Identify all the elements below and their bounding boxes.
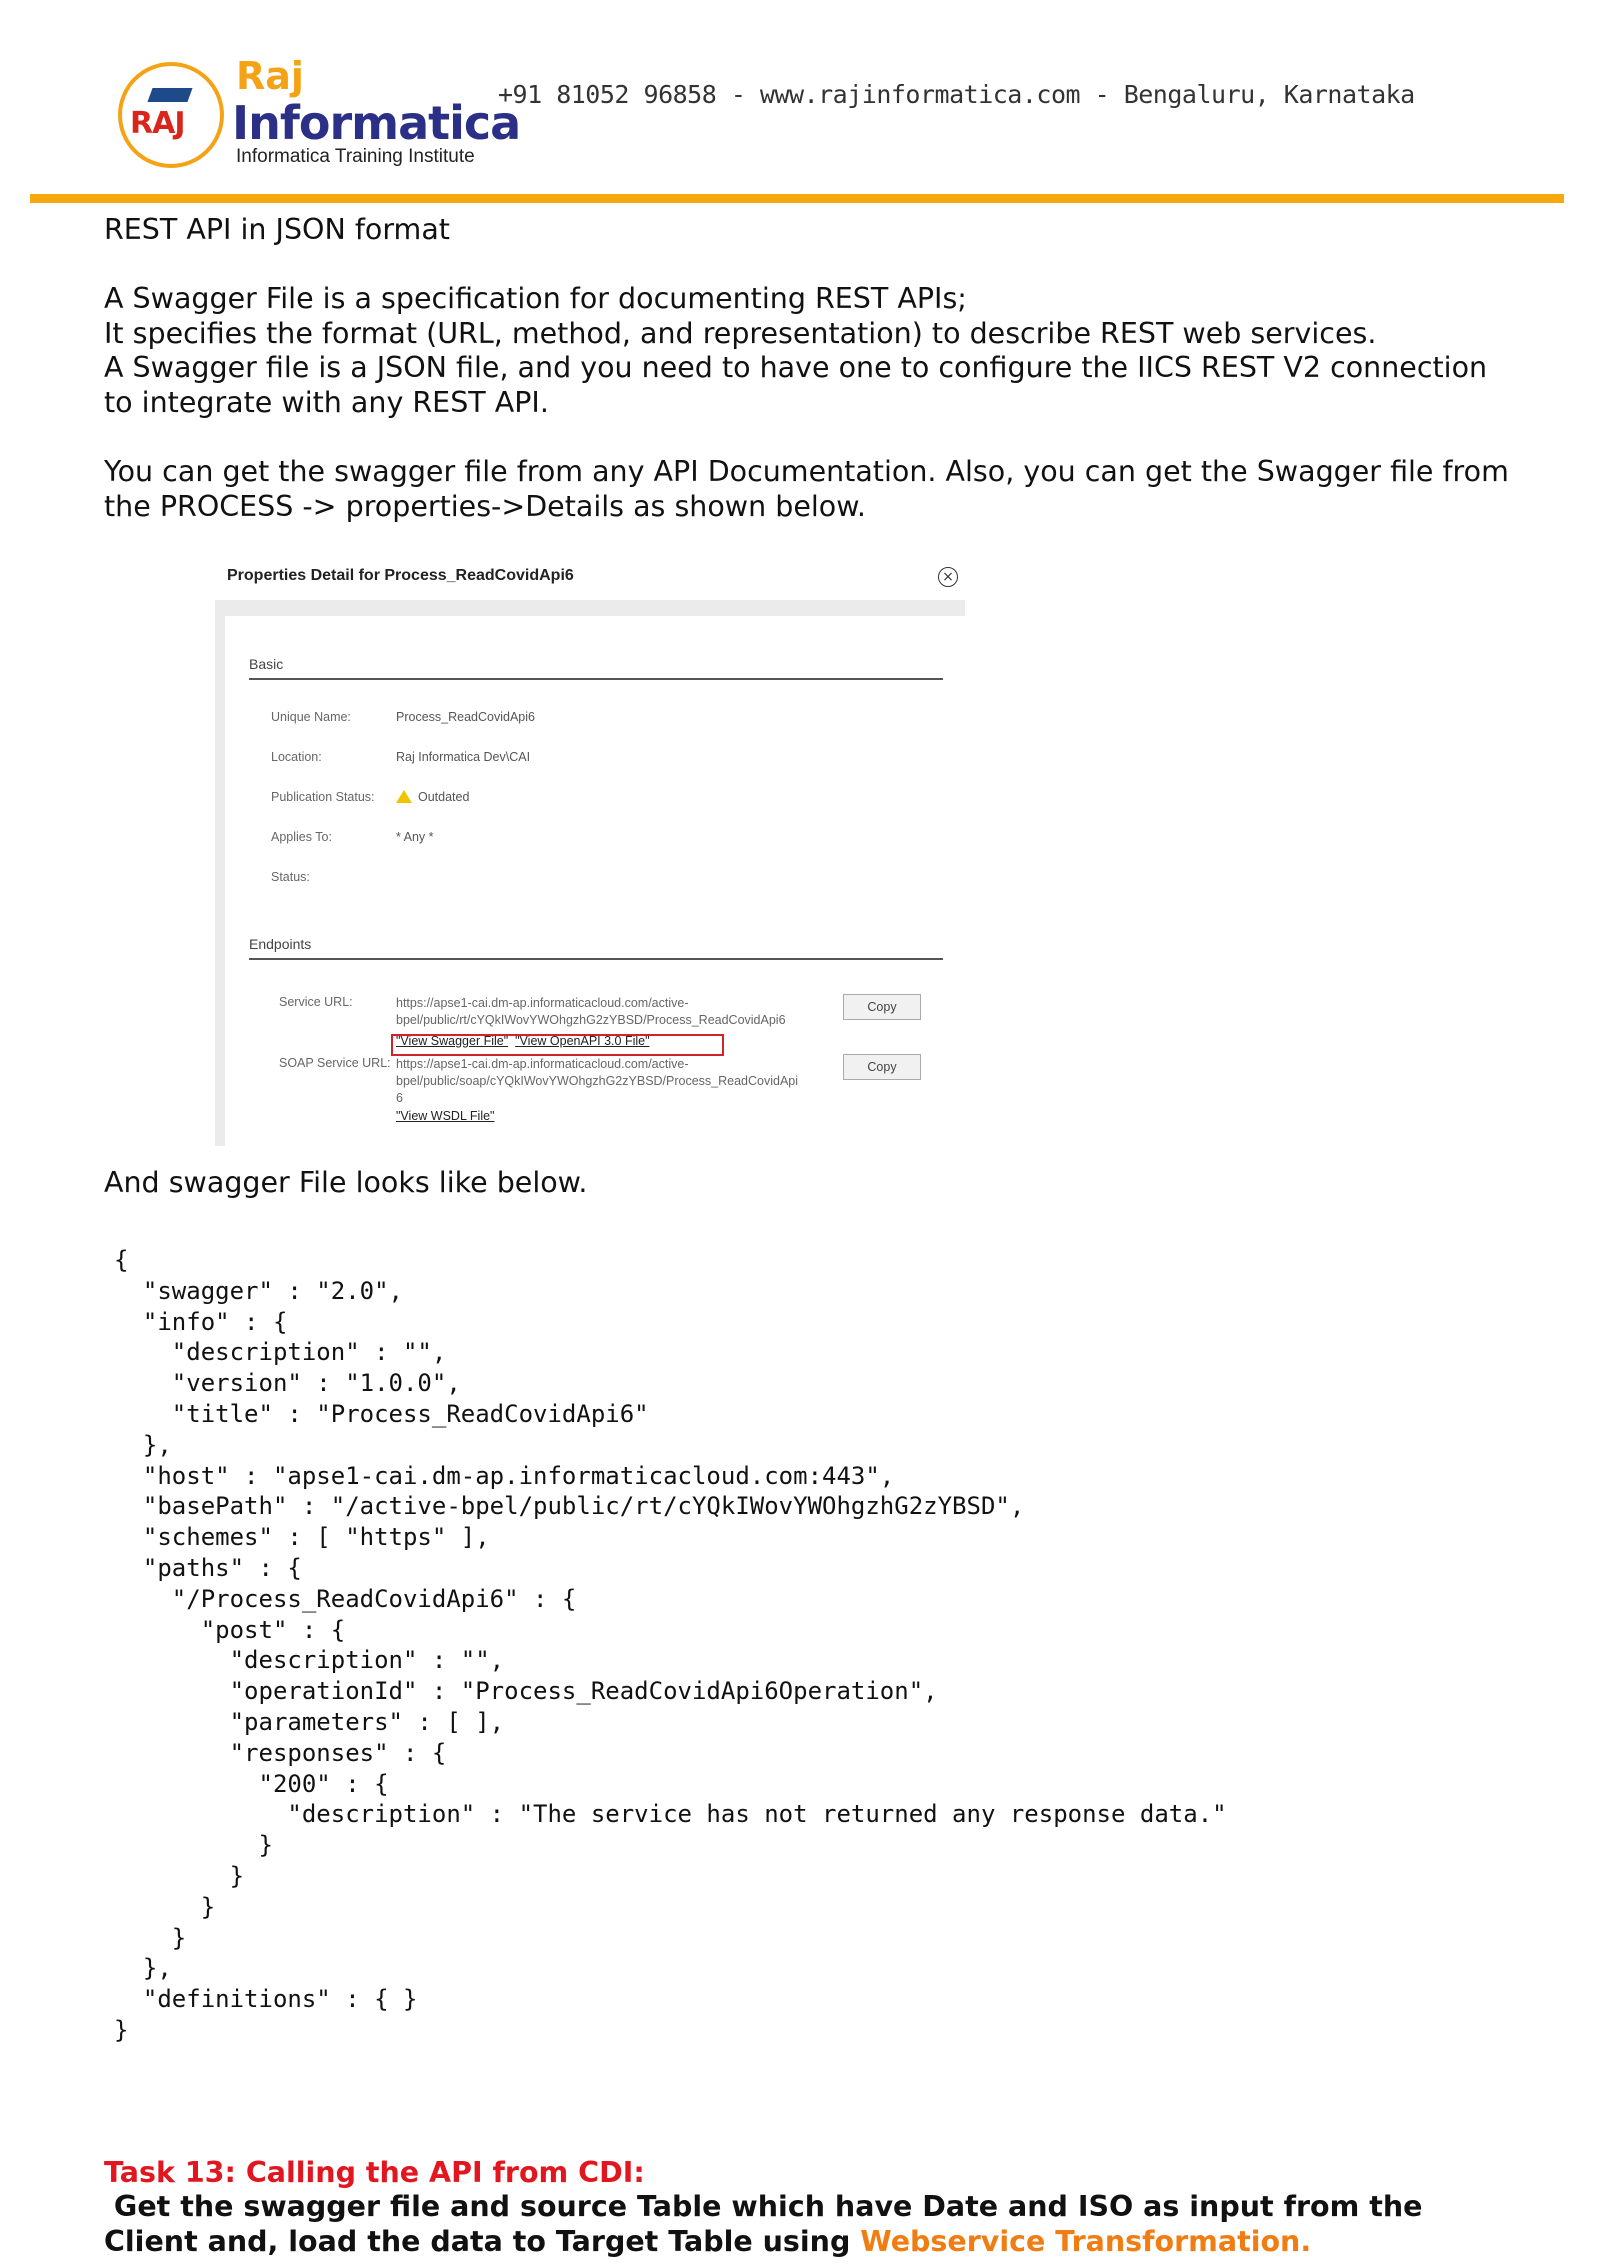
field-value-applies-to: * Any * <box>396 830 434 844</box>
task-line: Get the swagger file and source Table which have Date and ISO as input from the <box>104 2190 1423 2223</box>
logo-subtitle: Informatica Training Institute <box>236 146 475 167</box>
basic-section-heading: Basic <box>249 656 284 672</box>
highlight-box <box>391 1034 724 1056</box>
logo-name-line1: Raj <box>236 54 304 98</box>
soap-url-label: SOAP Service URL: <box>279 1056 391 1070</box>
soap-url-line: bpel/public/soap/cYQkIWovYWOhgzhG2zYBSD/Process_ReadCovidApi <box>396 1074 799 1088</box>
paragraph-line: It specifies the format (URL, method, and representation) to describe REST web services. <box>104 316 1377 350</box>
field-label-unique-name: Unique Name: <box>271 710 351 724</box>
task-line-text: Client and, load the data to Target Table using <box>104 2224 861 2258</box>
header-divider <box>30 194 1564 203</box>
paragraph-line: A Swagger file is a JSON file, and you need to have one to configure the IICS REST V2 connection <box>104 351 1488 384</box>
field-value-publication-status <box>396 788 469 804</box>
contact-info: +91 81052 96858 - www.rajinformatica.com - Bengaluru, Karnataka <box>498 80 1415 109</box>
field-value-unique-name: Process_ReadCovidApi6 <box>396 710 535 724</box>
field-label-status: Status: <box>271 870 310 884</box>
field-value-location: Raj Informatica Dev\CAI <box>396 750 531 764</box>
field-label-applies-to: Applies To: <box>271 830 332 844</box>
wsdl-file-link-row <box>396 1108 494 1125</box>
paragraph-line: You can get the swagger file from any API Documentation. Also, you can get the Swagger file from <box>104 455 1509 488</box>
field-label-location: Location: <box>271 750 322 764</box>
brand-logo <box>118 54 521 178</box>
panel-left-bar <box>215 616 225 1146</box>
view-swagger-file-link[interactable]: "View Swagger File" <box>396 1034 509 1048</box>
panel-title: Properties Detail for Process_ReadCovidApi6 <box>227 567 574 584</box>
status-text: Outdated <box>418 790 470 804</box>
close-circle-icon[interactable]: × <box>938 567 958 587</box>
properties-detail-panel <box>215 552 965 1146</box>
task-line <box>104 2225 1422 2260</box>
soap-url-line: https://apse1-cai.dm-ap.informaticacloud.com/active- <box>396 1057 689 1071</box>
paragraph-line: the PROCESS -> properties->Details as shown below. <box>104 489 866 523</box>
graduation-cap-icon <box>147 88 192 102</box>
logo-emblem <box>118 62 224 168</box>
swagger-json-code: { "swagger" : "2.0", "info" : { "description" : "", "version" : "1.0.0", "title" : "Process_ReadCovidApi6" }, "host" : "apse1-cai.dm-ap.informaticacloud.com:443", "basePath" : "/active-bpel/public/rt/cYQkIWovYWOhgzhG2zYBSD", "schemes" : [ "https" ], "paths" : { "/Process_ReadCovidApi6" : { "post" : { "description" : "", "operationId" : "Process_ReadCovidApi6Operation", "parameters" : [ ], "responses" : { "200" : { "description" : "The service has not returned any response data." } } } } }, "definitions" : { } } <box>114 1246 1227 2044</box>
field-label-publication-status: Publication Status: <box>271 790 375 804</box>
copy-service-url-button[interactable]: Copy <box>843 994 921 1020</box>
section-divider <box>249 678 943 680</box>
logo-emblem-text: RAJ <box>130 106 185 141</box>
swagger-caption: And swagger File looks like below. <box>104 1166 588 1199</box>
panel-header-band <box>215 600 965 616</box>
warning-icon <box>396 790 412 803</box>
endpoints-section-heading: Endpoints <box>249 936 312 952</box>
webservice-transformation-highlight: Webservice Transformation. <box>860 2224 1312 2258</box>
logo-name-line2: Informatica <box>232 96 521 150</box>
view-wsdl-file-link[interactable]: "View WSDL File" <box>396 1109 495 1123</box>
service-url-label: Service URL: <box>279 995 353 1009</box>
paragraph-line: A Swagger File is a specification for documenting REST APIs; <box>104 282 967 315</box>
section-heading: REST API in JSON format <box>104 213 450 246</box>
intro-paragraph-1 <box>104 282 1487 420</box>
paragraph-line: to integrate with any REST API. <box>104 385 549 419</box>
service-url-line: bpel/public/rt/cYQkIWovYWOhgzhG2zYBSD/Process_ReadCovidApi6 <box>396 1013 786 1027</box>
service-url-line: https://apse1-cai.dm-ap.informaticacloud.com/active- <box>396 996 689 1010</box>
soap-url-line: 6 <box>396 1091 403 1105</box>
copy-soap-url-button[interactable]: Copy <box>843 1054 921 1080</box>
section-divider <box>249 958 943 960</box>
task-description <box>104 2190 1422 2259</box>
view-openapi-file-link[interactable]: "View OpenAPI 3.0 File" <box>515 1034 650 1048</box>
intro-paragraph-2 <box>104 455 1509 524</box>
task-title: Task 13: Calling the API from CDI: <box>104 2156 645 2189</box>
